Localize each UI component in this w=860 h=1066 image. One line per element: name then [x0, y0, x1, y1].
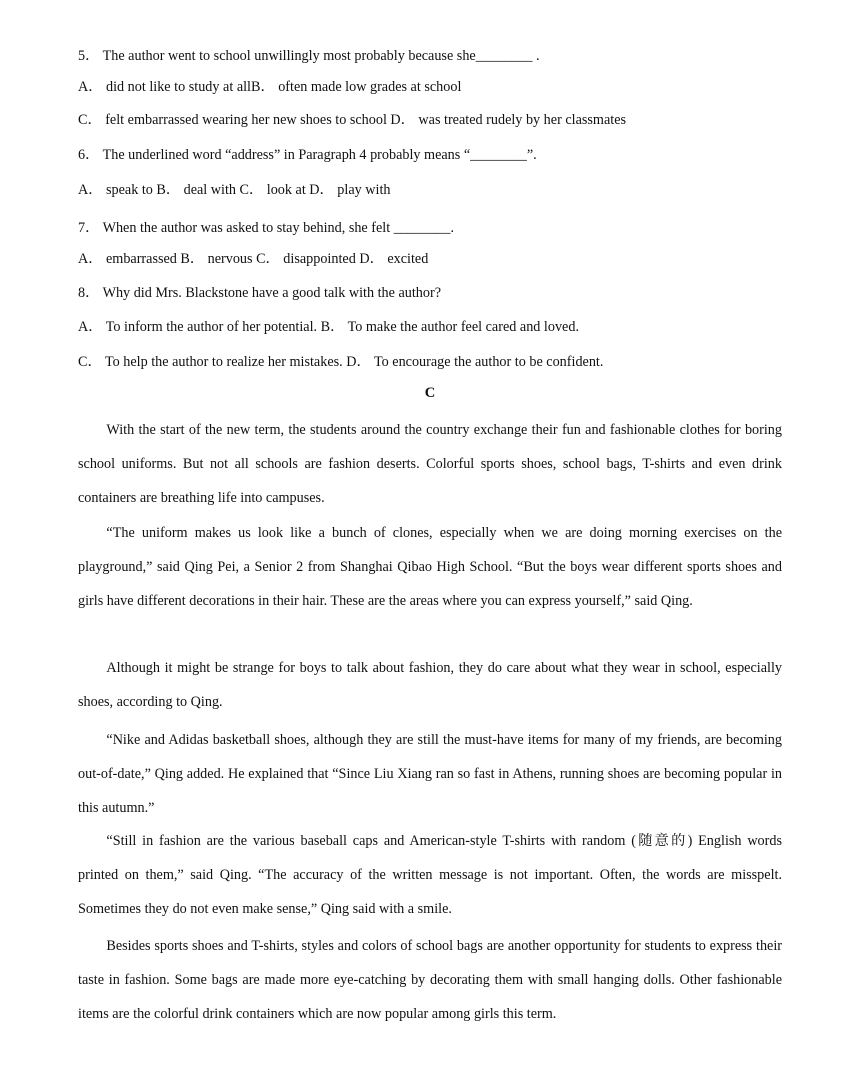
question-6-options: A． speak to B． deal with C． look at D． play with [78, 182, 391, 198]
passage-paragraph: Besides sports shoes and T-shirts, styles and colors of school bags are another opportunity for students to express their taste in fashion. Some bags are made more eye-catching by decorating them with small hanging dolls. Other fashionable items are the colorful drink containers which are now popular among girls this term. [78, 938, 782, 1022]
passage [78, 929, 782, 1031]
question-8-options-ab: A． To inform the author of her potential. B． To make the author feel cared and loved. [78, 319, 579, 335]
question-5-stem: 5． The author went to school unwillingly most probably because she________ . [78, 48, 540, 64]
passage [78, 413, 782, 515]
section-title: C [424, 385, 436, 401]
question-5-options-ab: A． did not like to study at allB． often made low grades at school [78, 79, 462, 95]
question-8-options-cd: C． To help the author to realize her mistakes. D． To encourage the author to be confident. [78, 354, 604, 370]
passage-paragraph: “Nike and Adidas basketball shoes, although they are still the must-have items for many of my friends, are becoming out-of-date,” Qing added. He explained that “Since Liu Xiang ran so fast in Athens, running shoes are becoming popular in this autumn.” [78, 732, 782, 816]
question-7-options: A． embarrassed B． nervous C． disappointed D． excited [78, 251, 429, 267]
passage-paragraph: “The uniform makes us look like a bunch of clones, especially when we are doing morning exercises on the playground,” said Qing Pei, a Senior 2 from Shanghai Qibao High School. “But the boys wear different sports shoes and girls have different decorations in their hair. These are the areas where you can express yourself,” said Qing. [78, 525, 782, 609]
passage [78, 723, 782, 825]
passage [78, 516, 782, 618]
question-6-stem: 6． The underlined word “address” in Paragraph 4 probably means “________”. [78, 147, 537, 163]
question-7-stem: 7． When the author was asked to stay behind, she felt ________. [78, 220, 455, 236]
passage-paragraph: Although it might be strange for boys to talk about fashion, they do care about what they wear in school, especially shoes, according to Qing. [78, 660, 782, 710]
passage-paragraph: With the start of the new term, the students around the country exchange their fun and fashionable clothes for boring school uniforms. But not all schools are fashion deserts. Colorful sports shoes, school bags, T-shirts and even drink containers are breathing life into campuses. [78, 422, 782, 506]
passage-paragraph: “Still in fashion are the various baseball caps and American-style T-shirts with random (随意的) English words printed on them,” said Qing. “The accuracy of the written message is not important. Often, the words are misspelt. Sometimes they do not even make sense,” Qing said with a smile. [78, 833, 782, 917]
passage [78, 824, 782, 926]
question-5-options-cd: C． felt embarrassed wearing her new shoes to school D． was treated rudely by her classmates [78, 112, 627, 128]
passage [78, 651, 782, 719]
question-8-stem: 8． Why did Mrs. Blackstone have a good talk with the author? [78, 285, 442, 301]
